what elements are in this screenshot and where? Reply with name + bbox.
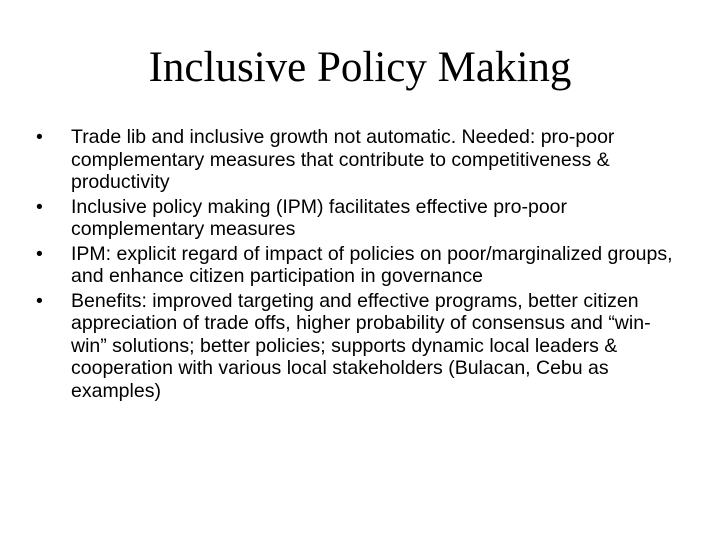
bullet-dot-icon: •	[36, 242, 43, 265]
slide-title: Inclusive Policy Making	[148, 44, 572, 91]
bullet-text: Benefits: improved targeting and effective programs, better citizen appreciation of trade offs, higher probability of consensus and “win-win” solutions; better policies; supports dynamic local leaders & cooperation with various local stakeholders (Bulacan, Cebu as examples)	[71, 289, 651, 402]
bullet-item	[36, 196, 686, 241]
bullet-dot-icon: •	[36, 126, 43, 148]
bullet-text: Inclusive policy making (IPM) facilitates effective pro-poor complementary measures	[71, 195, 568, 240]
bullet-item	[36, 290, 686, 403]
bullet-list	[36, 126, 686, 404]
bullet-item	[36, 126, 686, 194]
bullet-text: IPM: explicit regard of impact of policies on poor/marginalized groups, and enhance citizen participation in governance	[71, 242, 673, 287]
bullet-item	[36, 243, 686, 288]
bullet-dot-icon: •	[36, 195, 43, 218]
bullet-dot-icon: •	[36, 289, 43, 312]
bullet-text: Trade lib and inclusive growth not automatic. Needed: pro-poor complementary measures that contribute to competitiveness & productivity	[71, 126, 615, 193]
